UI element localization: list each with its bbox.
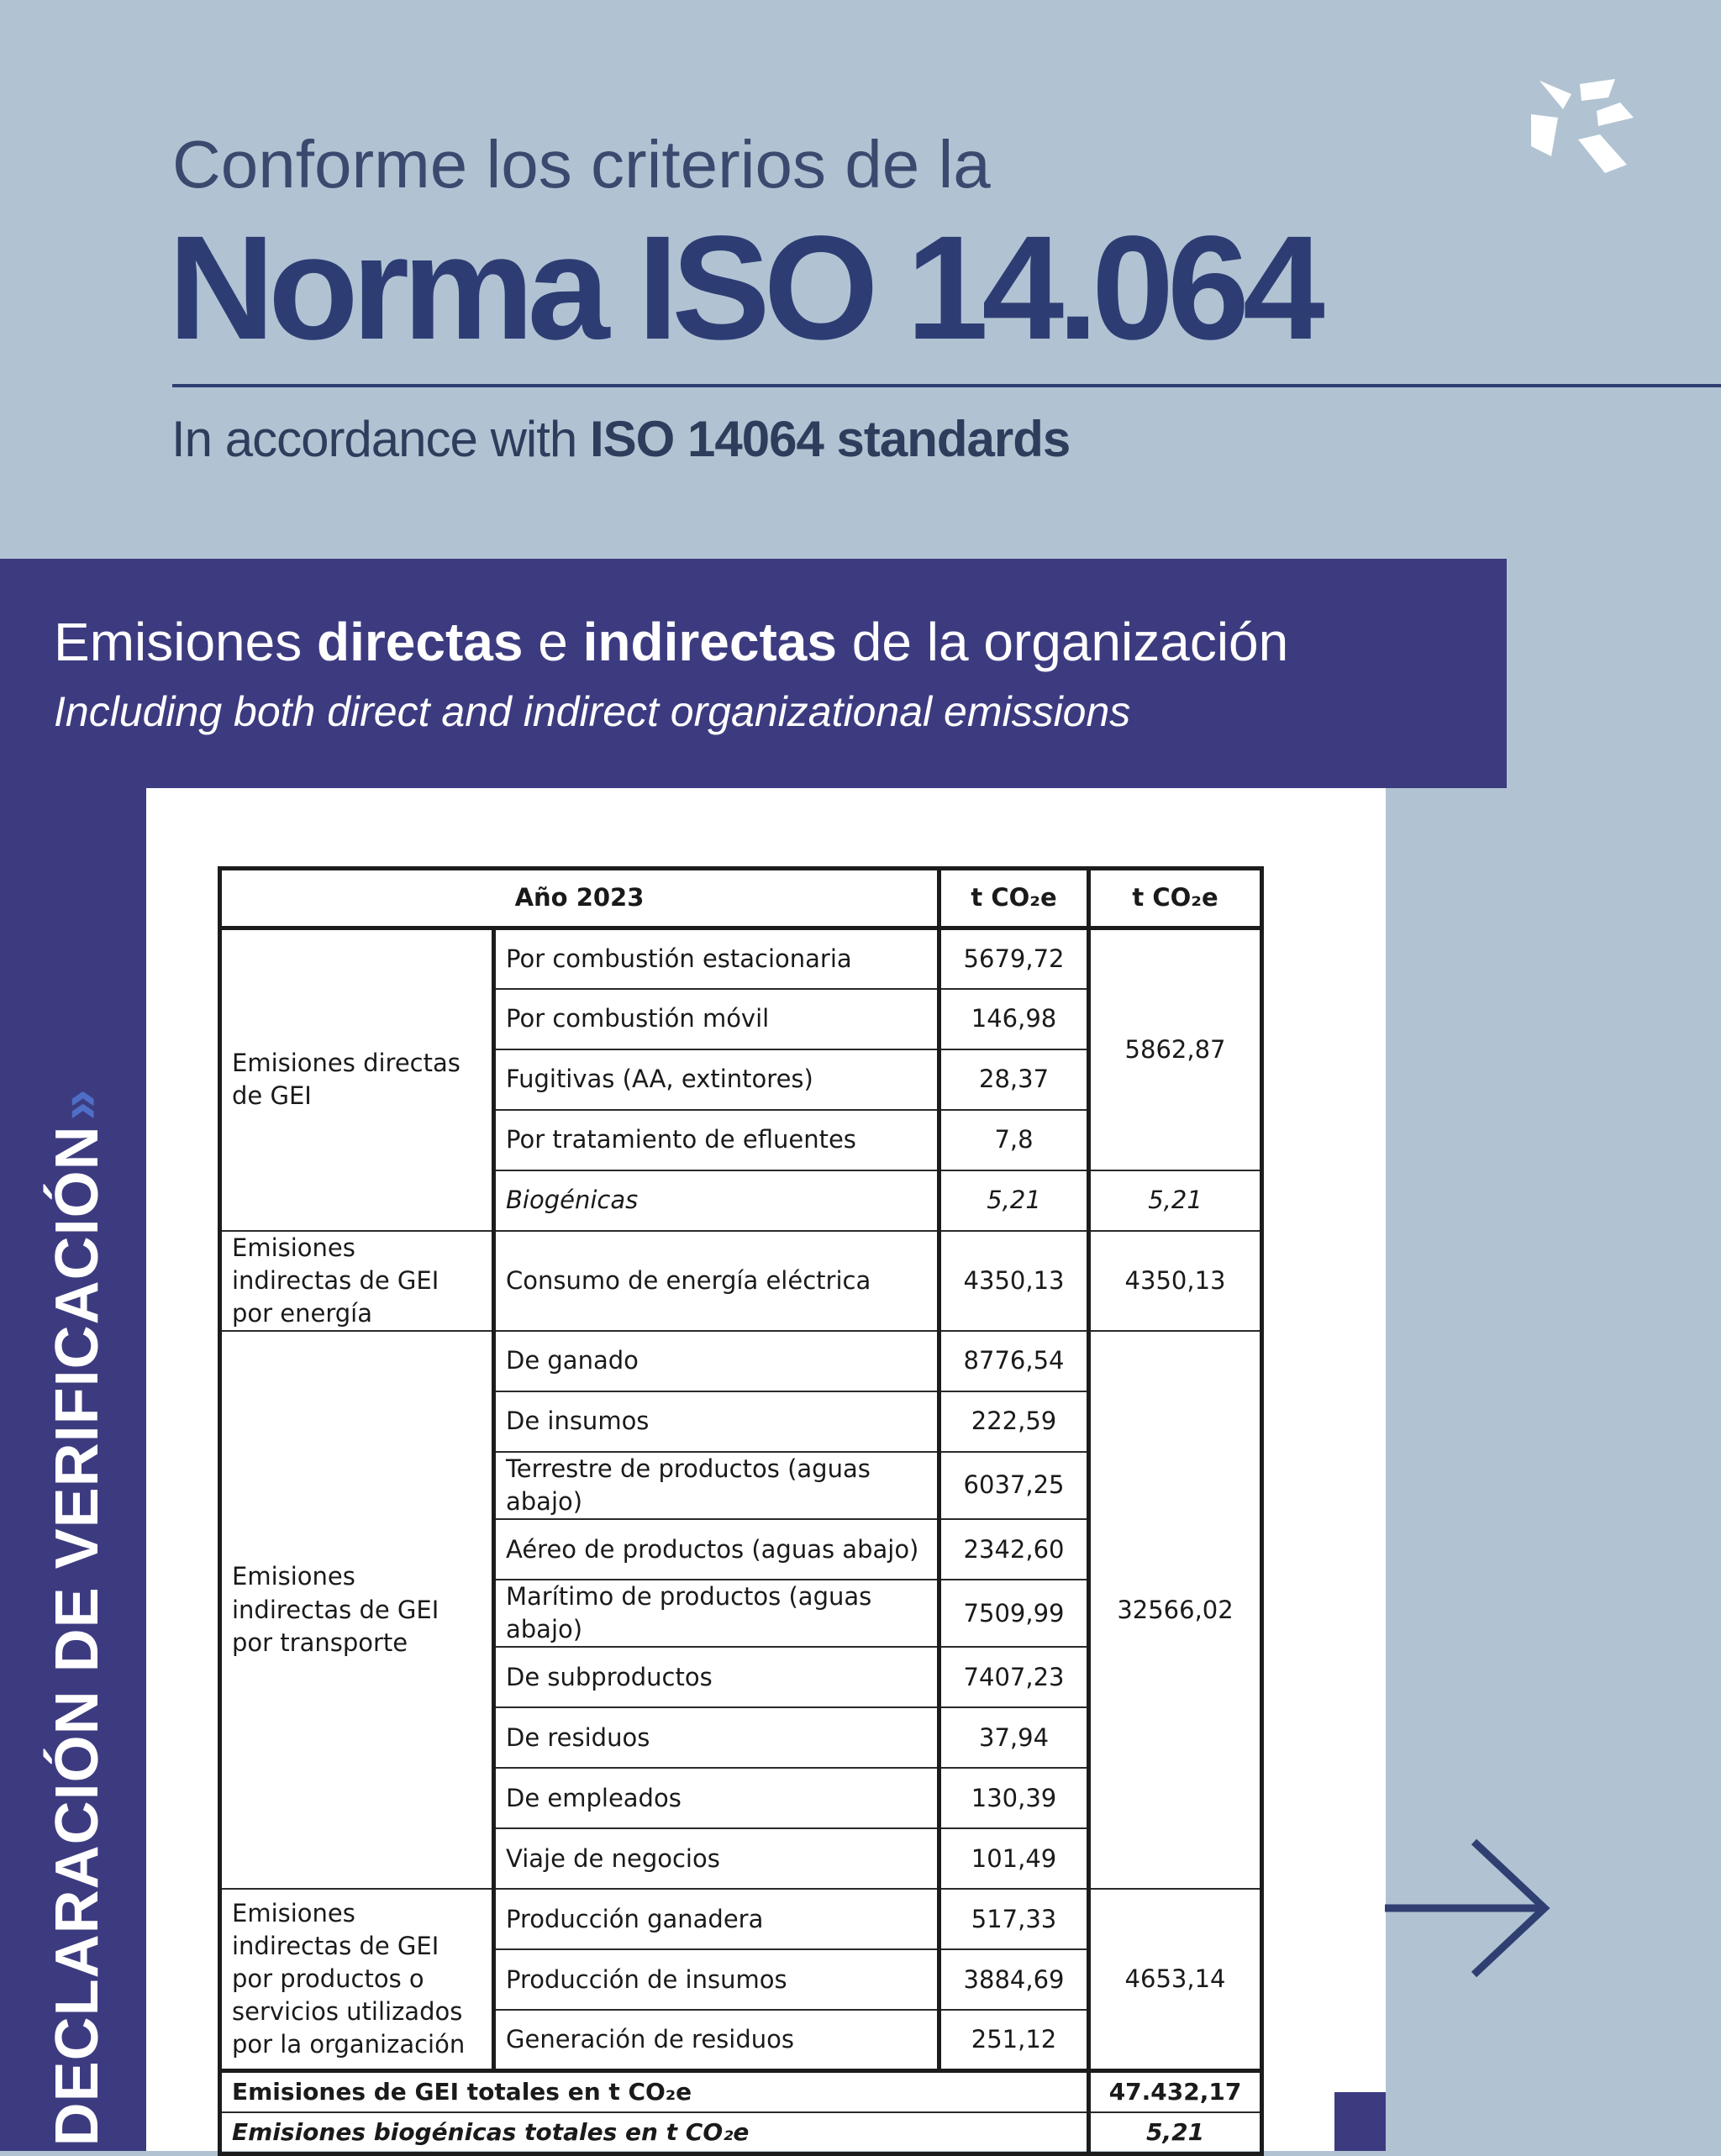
table-row — [220, 1889, 1262, 1949]
row-value: 6037,25 — [939, 1452, 1089, 1519]
total-row — [220, 2070, 1262, 2112]
header-unit-2: t CO₂e — [1089, 869, 1262, 928]
row-label: Biogénicas — [494, 1170, 939, 1231]
bio-total-value: 5,21 — [1089, 2112, 1262, 2154]
company-logo-icon — [1528, 72, 1637, 181]
row-value: 37,94 — [939, 1707, 1089, 1768]
title-intro: Conforme los criterios de la — [172, 127, 991, 202]
table-header-row — [220, 869, 1262, 928]
category-cell: Emisiones indirectas de GEI por productos o servicios utilizados por la organización — [220, 1889, 494, 2070]
row-label: De empleados — [494, 1768, 939, 1828]
title-divider — [172, 384, 1721, 387]
header-year: Año 2023 — [220, 869, 939, 928]
bio-total-row — [220, 2112, 1262, 2154]
row-label: Por combustión estacionaria — [494, 928, 939, 989]
banner-subtitle: Including both direct and indirect organizational emissions — [54, 688, 1131, 735]
row-value: 28,37 — [939, 1049, 1089, 1110]
row-label: Marítimo de productos (aguas abajo) — [494, 1580, 939, 1647]
banner-title: Emisiones directas e indirectas de la organización — [54, 612, 1289, 672]
header-unit-1: t CO₂e — [939, 869, 1089, 928]
row-value: 222,59 — [939, 1391, 1089, 1452]
row-label: Fugitivas (AA, extintores) — [494, 1049, 939, 1110]
title-subtitle: In accordance with ISO 14064 standards — [171, 411, 1071, 467]
bio-subtotal-cell: 5,21 — [1089, 1170, 1262, 1231]
table-row — [220, 1331, 1262, 1391]
row-label: Por tratamiento de efluentes — [494, 1110, 939, 1170]
bio-total-label: Emisiones biogénicas totales en t CO₂e — [220, 2112, 1089, 2154]
category-cell: Emisiones directas de GEI — [220, 928, 494, 1231]
subtotal-cell: 32566,02 — [1089, 1331, 1262, 1890]
row-label: Producción de insumos — [494, 1949, 939, 2010]
row-label: Consumo de energía eléctrica — [494, 1231, 939, 1331]
page-title: Norma ISO 14.064 — [168, 206, 1318, 371]
row-label: De ganado — [494, 1331, 939, 1391]
row-value: 7509,99 — [939, 1580, 1089, 1647]
row-value: 4350,13 — [939, 1231, 1089, 1331]
subtotal-cell: 4653,14 — [1089, 1889, 1262, 2070]
row-value: 5679,72 — [939, 928, 1089, 989]
row-label: Producción ganadera — [494, 1889, 939, 1949]
row-label: Viaje de negocios — [494, 1828, 939, 1889]
row-label: Aéreo de productos (aguas abajo) — [494, 1519, 939, 1580]
section-banner — [0, 559, 1507, 788]
row-label: De subproductos — [494, 1647, 939, 1707]
row-label: Generación de residuos — [494, 2010, 939, 2070]
row-value: 7,8 — [939, 1110, 1089, 1170]
row-value: 146,98 — [939, 989, 1089, 1049]
emissions-table — [218, 866, 1264, 2156]
corner-block — [1334, 2092, 1386, 2151]
row-value: 2342,60 — [939, 1519, 1089, 1580]
row-label: De insumos — [494, 1391, 939, 1452]
category-cell: Emisiones indirectas de GEI por transporte — [220, 1331, 494, 1890]
row-value: 101,49 — [939, 1828, 1089, 1889]
row-value: 130,39 — [939, 1768, 1089, 1828]
total-label: Emisiones de GEI totales en t CO₂e — [220, 2070, 1089, 2112]
row-label: Terrestre de productos (aguas abajo) — [494, 1452, 939, 1519]
subtotal-cell: 5862,87 — [1089, 928, 1262, 1170]
row-value: 5,21 — [939, 1170, 1089, 1231]
row-value: 7407,23 — [939, 1647, 1089, 1707]
row-label: De residuos — [494, 1707, 939, 1768]
table-row — [220, 928, 1262, 989]
row-value: 8776,54 — [939, 1331, 1089, 1391]
table-row — [220, 1231, 1262, 1331]
category-cell: Emisiones indirectas de GEI por energía — [220, 1231, 494, 1331]
row-value: 517,33 — [939, 1889, 1089, 1949]
total-value: 47.432,17 — [1089, 2070, 1262, 2112]
subtotal-cell: 4350,13 — [1089, 1231, 1262, 1331]
row-value: 251,12 — [939, 2010, 1089, 2070]
row-label: Por combustión móvil — [494, 989, 939, 1049]
arrow-right-icon[interactable] — [1385, 1837, 1553, 1980]
row-value: 3884,69 — [939, 1949, 1089, 2010]
chevrons-icon: » — [47, 1088, 109, 1121]
vertical-label: DECLARACIÓN DE VERIFICACIÓN» — [44, 1088, 111, 2147]
